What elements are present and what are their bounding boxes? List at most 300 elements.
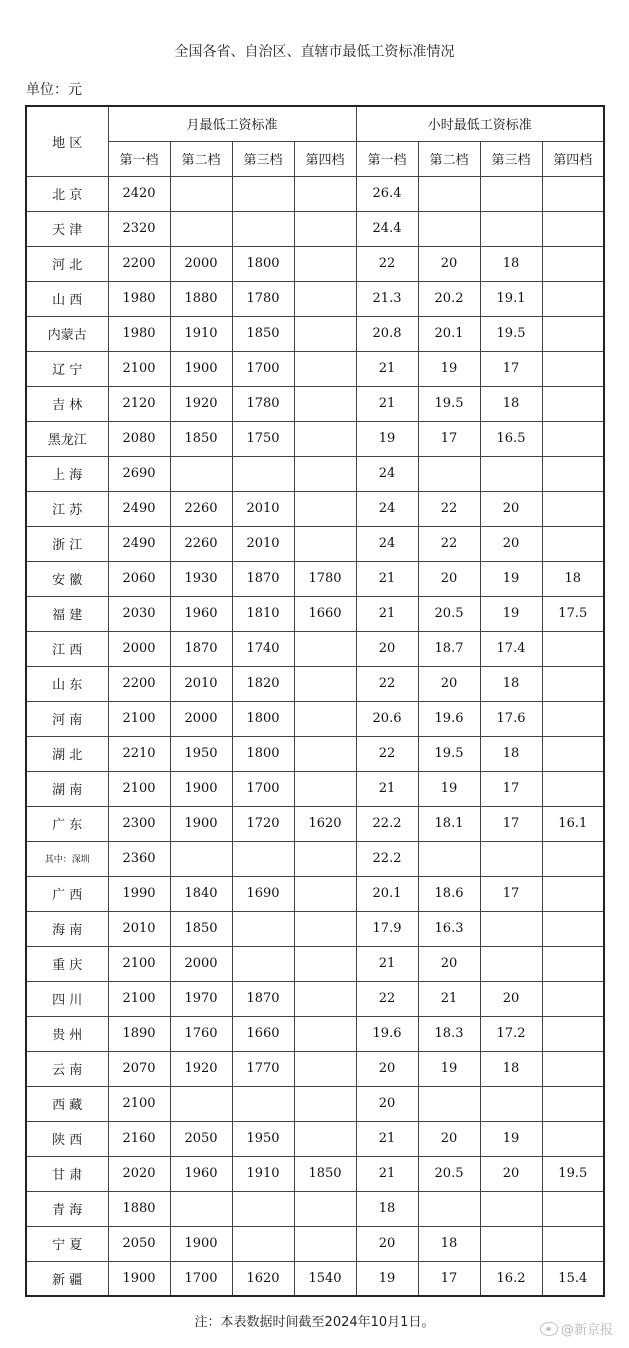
region-cell: 河 南 [26, 701, 108, 736]
hourly-value-cell: 18 [480, 666, 542, 701]
monthly-value-cell: 1810 [232, 596, 294, 631]
hourly-value-cell: 26.4 [356, 176, 418, 211]
hourly-value-cell: 15.4 [542, 1261, 604, 1296]
monthly-value-cell: 1760 [170, 1016, 232, 1051]
monthly-value-cell: 2070 [108, 1051, 170, 1086]
monthly-value-cell: 1800 [232, 246, 294, 281]
unit-label: 单位：元 [26, 82, 82, 98]
hourly-value-cell: 19.6 [418, 701, 480, 736]
table-row [26, 526, 604, 561]
monthly-value-cell [294, 351, 356, 386]
monthly-value-cell [294, 211, 356, 246]
monthly-value-cell [232, 456, 294, 491]
monthly-value-cell: 1960 [170, 596, 232, 631]
monthly-value-cell: 2210 [108, 736, 170, 771]
region-cell: 江 西 [26, 631, 108, 666]
region-cell: 新 疆 [26, 1261, 108, 1296]
region-cell: 其中：深圳 [26, 841, 108, 876]
monthly-value-cell: 1990 [108, 876, 170, 911]
hourly-value-cell: 19.5 [418, 736, 480, 771]
hourly-value-cell [480, 911, 542, 946]
table-row [26, 491, 604, 526]
monthly-value-cell [294, 176, 356, 211]
hourly-value-cell: 20.1 [418, 316, 480, 351]
hourly-value-cell: 17.9 [356, 911, 418, 946]
hourly-value-cell: 16.5 [480, 421, 542, 456]
hourly-value-cell: 19 [356, 1261, 418, 1296]
hourly-value-cell [542, 631, 604, 666]
table-row [26, 806, 604, 841]
monthly-value-cell: 1700 [170, 1261, 232, 1296]
weibo-icon [540, 1322, 558, 1336]
hourly-value-cell [480, 841, 542, 876]
monthly-value-cell: 1850 [170, 911, 232, 946]
hourly-value-cell [542, 1051, 604, 1086]
monthly-value-cell [232, 911, 294, 946]
monthly-value-cell: 2200 [108, 666, 170, 701]
hourly-value-cell: 20 [356, 631, 418, 666]
monthly-value-cell [232, 1226, 294, 1261]
monthly-value-cell: 2010 [108, 911, 170, 946]
monthly-value-cell [294, 316, 356, 351]
monthly-value-cell: 1740 [232, 631, 294, 666]
hourly-value-cell [418, 176, 480, 211]
table-row [26, 876, 604, 911]
monthly-value-cell: 2100 [108, 351, 170, 386]
hourly-value-cell: 20.6 [356, 701, 418, 736]
hourly-value-cell: 21 [356, 1121, 418, 1156]
region-cell: 山 西 [26, 281, 108, 316]
table-row [26, 1191, 604, 1226]
hourly-value-cell [542, 526, 604, 561]
monthly-value-cell: 1900 [170, 351, 232, 386]
table-row [26, 351, 604, 386]
monthly-value-cell: 1980 [108, 316, 170, 351]
hourly-value-cell: 17 [480, 771, 542, 806]
monthly-value-cell: 1660 [294, 596, 356, 631]
hourly-value-cell: 17 [480, 806, 542, 841]
region-cell: 内蒙古 [26, 316, 108, 351]
table-row [26, 456, 604, 491]
hourly-value-cell [480, 946, 542, 981]
hourly-value-cell [418, 1191, 480, 1226]
hourly-value-cell: 17.5 [542, 596, 604, 631]
page-title: 全国各省、自治区、直辖市最低工资标准情况 [174, 44, 455, 60]
table-row [26, 1226, 604, 1261]
table-row [26, 421, 604, 456]
hourly-tier-4: 第四档 [542, 141, 604, 176]
hourly-value-cell: 18 [480, 736, 542, 771]
region-cell: 宁 夏 [26, 1226, 108, 1261]
monthly-value-cell: 1910 [170, 316, 232, 351]
monthly-value-cell [170, 1191, 232, 1226]
table-row [26, 666, 604, 701]
table-row [26, 1016, 604, 1051]
monthly-tier-3: 第三档 [232, 141, 294, 176]
hourly-value-cell: 19 [418, 351, 480, 386]
hourly-value-cell: 20 [418, 561, 480, 596]
hourly-value-cell: 22 [356, 981, 418, 1016]
hourly-value-cell: 18 [356, 1191, 418, 1226]
table-row [26, 841, 604, 876]
region-cell: 河 北 [26, 246, 108, 281]
hourly-value-cell: 19 [480, 596, 542, 631]
region-cell: 贵 州 [26, 1016, 108, 1051]
monthly-value-cell: 1850 [294, 1156, 356, 1191]
hourly-tier-3: 第三档 [480, 141, 542, 176]
monthly-value-cell: 1840 [170, 876, 232, 911]
monthly-value-cell [232, 946, 294, 981]
monthly-value-cell: 2320 [108, 211, 170, 246]
monthly-value-cell: 1660 [232, 1016, 294, 1051]
hourly-value-cell: 18 [480, 1051, 542, 1086]
monthly-value-cell [294, 1051, 356, 1086]
monthly-value-cell: 1700 [232, 771, 294, 806]
monthly-value-cell: 1620 [294, 806, 356, 841]
monthly-value-cell: 2050 [170, 1121, 232, 1156]
hourly-value-cell: 18 [418, 1226, 480, 1261]
monthly-value-cell [170, 211, 232, 246]
monthly-value-cell: 1780 [294, 561, 356, 596]
hourly-value-cell [480, 1226, 542, 1261]
hourly-value-cell [542, 386, 604, 421]
hourly-value-cell: 18.7 [418, 631, 480, 666]
monthly-tier-2: 第二档 [170, 141, 232, 176]
hourly-value-cell [542, 1121, 604, 1156]
table-row [26, 911, 604, 946]
region-cell: 天 津 [26, 211, 108, 246]
monthly-value-cell: 2000 [170, 946, 232, 981]
monthly-value-cell [294, 456, 356, 491]
min-wage-table [25, 105, 605, 1297]
table-row [26, 946, 604, 981]
table-row [26, 246, 604, 281]
region-cell: 重 庆 [26, 946, 108, 981]
region-cell: 黑龙江 [26, 421, 108, 456]
hourly-value-cell [542, 176, 604, 211]
hourly-value-cell: 18.3 [418, 1016, 480, 1051]
monthly-value-cell: 1770 [232, 1051, 294, 1086]
monthly-value-cell: 1720 [232, 806, 294, 841]
table-row [26, 736, 604, 771]
hourly-value-cell [542, 911, 604, 946]
hourly-value-cell: 20 [418, 246, 480, 281]
monthly-value-cell: 2000 [108, 631, 170, 666]
hourly-value-cell: 16.3 [418, 911, 480, 946]
hourly-value-cell: 19.5 [480, 316, 542, 351]
hourly-value-cell [542, 211, 604, 246]
region-cell: 广 西 [26, 876, 108, 911]
monthly-value-cell: 2100 [108, 701, 170, 736]
monthly-value-cell [232, 211, 294, 246]
region-cell: 西 藏 [26, 1086, 108, 1121]
monthly-value-cell: 2300 [108, 806, 170, 841]
hourly-value-cell: 18.6 [418, 876, 480, 911]
region-cell: 福 建 [26, 596, 108, 631]
hourly-value-cell [542, 281, 604, 316]
hourly-value-cell: 20 [418, 666, 480, 701]
table-row [26, 1261, 604, 1296]
monthly-value-cell [294, 386, 356, 421]
monthly-value-cell [170, 1086, 232, 1121]
hourly-header: 小时最低工资标准 [356, 106, 604, 141]
table-row [26, 211, 604, 246]
monthly-value-cell [232, 1191, 294, 1226]
monthly-value-cell [294, 526, 356, 561]
monthly-value-cell: 1950 [170, 736, 232, 771]
table-row [26, 561, 604, 596]
hourly-value-cell: 19 [418, 1051, 480, 1086]
hourly-value-cell [480, 456, 542, 491]
monthly-value-cell: 2420 [108, 176, 170, 211]
monthly-value-cell: 1900 [170, 1226, 232, 1261]
monthly-value-cell [294, 1191, 356, 1226]
hourly-value-cell: 22 [356, 246, 418, 281]
hourly-value-cell: 19 [480, 1121, 542, 1156]
hourly-value-cell: 21 [356, 351, 418, 386]
region-cell: 陕 西 [26, 1121, 108, 1156]
monthly-value-cell [170, 456, 232, 491]
table-row [26, 631, 604, 666]
monthly-value-cell: 1820 [232, 666, 294, 701]
hourly-value-cell: 20.1 [356, 876, 418, 911]
monthly-value-cell: 1970 [170, 981, 232, 1016]
monthly-value-cell: 2100 [108, 1086, 170, 1121]
monthly-value-cell [232, 176, 294, 211]
monthly-value-cell: 2690 [108, 456, 170, 491]
monthly-value-cell [294, 981, 356, 1016]
hourly-value-cell [480, 176, 542, 211]
monthly-value-cell [294, 421, 356, 456]
monthly-value-cell: 2020 [108, 1156, 170, 1191]
monthly-value-cell: 2000 [170, 246, 232, 281]
hourly-value-cell: 20 [480, 526, 542, 561]
hourly-value-cell: 16.1 [542, 806, 604, 841]
monthly-value-cell: 1780 [232, 281, 294, 316]
hourly-value-cell: 21 [356, 946, 418, 981]
monthly-value-cell: 1620 [232, 1261, 294, 1296]
monthly-value-cell [170, 841, 232, 876]
region-cell: 山 东 [26, 666, 108, 701]
hourly-value-cell: 20 [480, 981, 542, 1016]
region-cell: 云 南 [26, 1051, 108, 1086]
table-row [26, 316, 604, 351]
hourly-value-cell: 17.6 [480, 701, 542, 736]
hourly-value-cell: 17 [418, 1261, 480, 1296]
hourly-value-cell: 19.6 [356, 1016, 418, 1051]
monthly-value-cell: 2490 [108, 526, 170, 561]
monthly-value-cell: 2060 [108, 561, 170, 596]
table-row [26, 281, 604, 316]
hourly-value-cell: 22 [418, 491, 480, 526]
monthly-value-cell: 2030 [108, 596, 170, 631]
monthly-value-cell: 1980 [108, 281, 170, 316]
monthly-value-cell: 2050 [108, 1226, 170, 1261]
table-body [26, 176, 604, 1296]
monthly-value-cell: 2260 [170, 526, 232, 561]
region-cell: 上 海 [26, 456, 108, 491]
region-cell: 青 海 [26, 1191, 108, 1226]
hourly-value-cell: 19 [356, 421, 418, 456]
hourly-value-cell: 19.1 [480, 281, 542, 316]
table-row [26, 176, 604, 211]
region-cell: 吉 林 [26, 386, 108, 421]
monthly-value-cell [294, 1121, 356, 1156]
table-row [26, 596, 604, 631]
hourly-value-cell [418, 211, 480, 246]
hourly-value-cell: 18.1 [418, 806, 480, 841]
hourly-value-cell: 24 [356, 491, 418, 526]
monthly-value-cell: 1800 [232, 736, 294, 771]
table-row [26, 1156, 604, 1191]
monthly-value-cell: 1780 [232, 386, 294, 421]
monthly-value-cell: 1910 [232, 1156, 294, 1191]
monthly-value-cell: 1870 [232, 561, 294, 596]
hourly-value-cell: 21 [356, 771, 418, 806]
monthly-value-cell: 2160 [108, 1121, 170, 1156]
monthly-value-cell [294, 281, 356, 316]
hourly-value-cell [542, 1191, 604, 1226]
hourly-value-cell: 22.2 [356, 806, 418, 841]
monthly-value-cell: 1900 [170, 806, 232, 841]
monthly-value-cell: 2360 [108, 841, 170, 876]
hourly-value-cell [542, 701, 604, 736]
hourly-value-cell: 20 [418, 1121, 480, 1156]
monthly-value-cell: 2120 [108, 386, 170, 421]
monthly-value-cell: 1920 [170, 1051, 232, 1086]
hourly-value-cell: 20 [480, 1156, 542, 1191]
monthly-value-cell: 1920 [170, 386, 232, 421]
monthly-value-cell: 2200 [108, 246, 170, 281]
hourly-value-cell [542, 1226, 604, 1261]
monthly-value-cell: 1800 [232, 701, 294, 736]
hourly-value-cell: 20 [480, 491, 542, 526]
region-cell: 四 川 [26, 981, 108, 1016]
region-cell: 广 东 [26, 806, 108, 841]
hourly-value-cell: 17.4 [480, 631, 542, 666]
monthly-value-cell: 2010 [232, 491, 294, 526]
monthly-value-cell: 1700 [232, 351, 294, 386]
hourly-value-cell: 22 [356, 666, 418, 701]
monthly-value-cell [294, 701, 356, 736]
monthly-value-cell: 1540 [294, 1261, 356, 1296]
monthly-value-cell [294, 736, 356, 771]
monthly-value-cell: 2000 [170, 701, 232, 736]
hourly-value-cell: 21 [418, 981, 480, 1016]
monthly-value-cell [294, 911, 356, 946]
monthly-value-cell [294, 1086, 356, 1121]
hourly-value-cell: 24 [356, 456, 418, 491]
watermark [540, 1319, 613, 1338]
hourly-value-cell: 20 [356, 1051, 418, 1086]
hourly-value-cell [542, 1086, 604, 1121]
hourly-value-cell: 22.2 [356, 841, 418, 876]
monthly-header: 月最低工资标准 [108, 106, 356, 141]
hourly-value-cell: 19 [480, 561, 542, 596]
hourly-value-cell: 24.4 [356, 211, 418, 246]
hourly-value-cell: 17 [480, 876, 542, 911]
region-cell: 辽 宁 [26, 351, 108, 386]
hourly-value-cell [542, 666, 604, 701]
monthly-value-cell: 1930 [170, 561, 232, 596]
monthly-value-cell [294, 1226, 356, 1261]
monthly-value-cell [294, 841, 356, 876]
hourly-value-cell [542, 1016, 604, 1051]
hourly-value-cell: 17 [418, 421, 480, 456]
watermark-text: @新京报 [561, 1323, 614, 1338]
hourly-value-cell [542, 841, 604, 876]
monthly-value-cell [294, 946, 356, 981]
region-cell: 甘 肃 [26, 1156, 108, 1191]
region-cell: 浙 江 [26, 526, 108, 561]
monthly-value-cell: 2100 [108, 981, 170, 1016]
monthly-value-cell: 2010 [232, 526, 294, 561]
hourly-value-cell [542, 946, 604, 981]
table-row [26, 771, 604, 806]
monthly-value-cell: 1950 [232, 1121, 294, 1156]
hourly-value-cell [542, 456, 604, 491]
hourly-value-cell [480, 1086, 542, 1121]
hourly-tier-1: 第一档 [356, 141, 418, 176]
hourly-value-cell: 18 [542, 561, 604, 596]
hourly-value-cell: 17.2 [480, 1016, 542, 1051]
region-cell: 海 南 [26, 911, 108, 946]
hourly-value-cell: 19.5 [542, 1156, 604, 1191]
monthly-value-cell: 1870 [170, 631, 232, 666]
monthly-tier-1: 第一档 [108, 141, 170, 176]
region-cell: 安 徽 [26, 561, 108, 596]
hourly-tier-2: 第二档 [418, 141, 480, 176]
monthly-value-cell: 1880 [170, 281, 232, 316]
hourly-value-cell [542, 981, 604, 1016]
hourly-value-cell: 20.5 [418, 596, 480, 631]
monthly-value-cell: 2100 [108, 771, 170, 806]
region-cell: 湖 北 [26, 736, 108, 771]
monthly-value-cell [294, 1016, 356, 1051]
hourly-value-cell: 21.3 [356, 281, 418, 316]
hourly-value-cell [542, 351, 604, 386]
region-cell: 江 苏 [26, 491, 108, 526]
hourly-value-cell [418, 1086, 480, 1121]
table-row [26, 1051, 604, 1086]
hourly-value-cell: 20 [356, 1086, 418, 1121]
monthly-value-cell: 1900 [108, 1261, 170, 1296]
hourly-value-cell [480, 1191, 542, 1226]
table-row [26, 1121, 604, 1156]
hourly-value-cell [418, 456, 480, 491]
hourly-value-cell [542, 246, 604, 281]
monthly-value-cell [232, 841, 294, 876]
hourly-value-cell [542, 736, 604, 771]
hourly-value-cell [418, 841, 480, 876]
table-row [26, 981, 604, 1016]
region-cell: 北 京 [26, 176, 108, 211]
monthly-value-cell: 2100 [108, 946, 170, 981]
hourly-value-cell: 24 [356, 526, 418, 561]
monthly-value-cell: 1870 [232, 981, 294, 1016]
hourly-value-cell [542, 491, 604, 526]
hourly-value-cell: 18 [480, 246, 542, 281]
monthly-value-cell: 2010 [170, 666, 232, 701]
hourly-value-cell: 19.5 [418, 386, 480, 421]
monthly-value-cell: 1850 [232, 316, 294, 351]
hourly-value-cell [480, 211, 542, 246]
monthly-value-cell [294, 631, 356, 666]
monthly-value-cell: 1750 [232, 421, 294, 456]
monthly-tier-4: 第四档 [294, 141, 356, 176]
monthly-value-cell [294, 246, 356, 281]
hourly-value-cell: 18 [480, 386, 542, 421]
